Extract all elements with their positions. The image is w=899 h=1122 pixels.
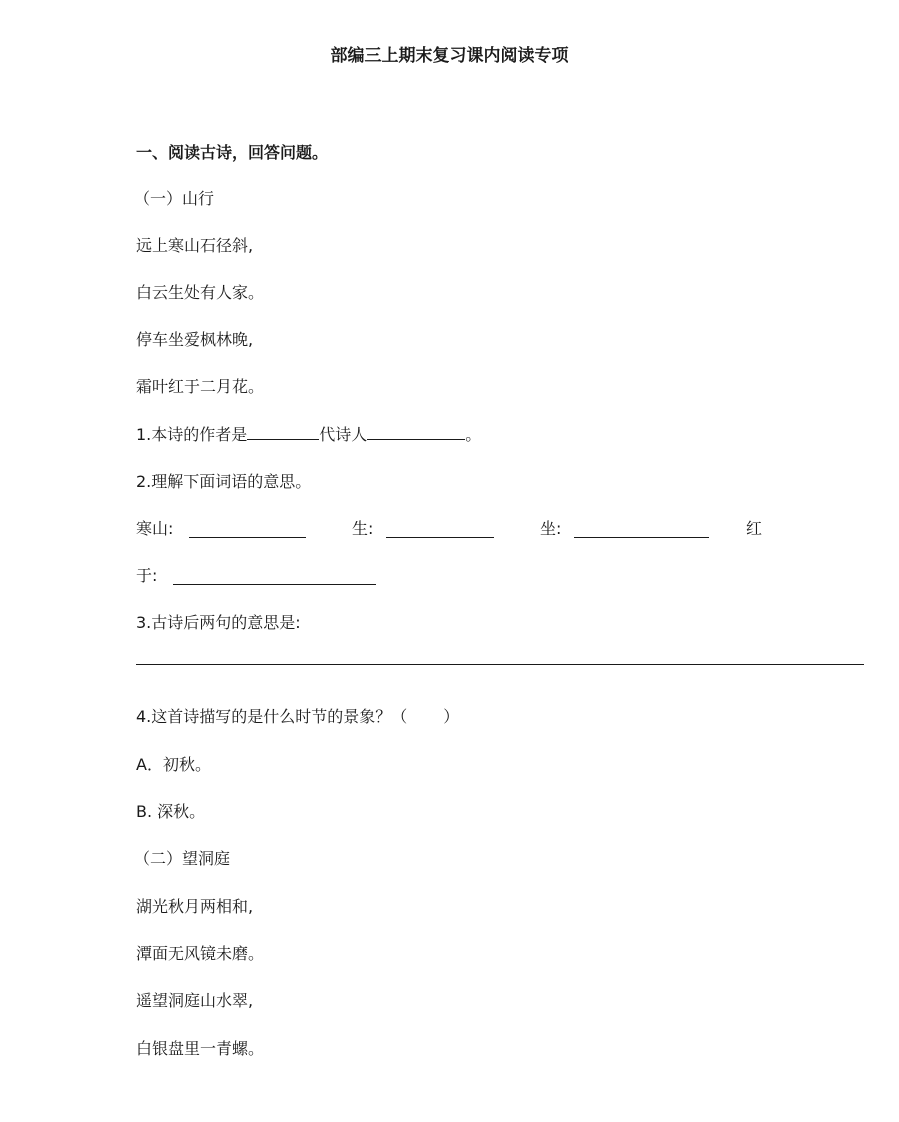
poem2-heading: （二）望洞庭 xyxy=(134,849,231,868)
answer-blank-zuo[interactable] xyxy=(574,521,709,538)
page-title: 部编三上期末复习课内阅读专项 xyxy=(330,46,569,66)
question-1-text-c: 。 xyxy=(465,425,482,444)
poem2-line-3: 遥望洞庭山水翠, xyxy=(136,991,254,1010)
poem1-line-2: 白云生处有人家。 xyxy=(136,283,265,302)
poem1-heading: （一）山行 xyxy=(134,189,215,208)
word-hong: 红 xyxy=(746,519,763,538)
word-hanshan: 寒山: xyxy=(136,519,174,538)
option-b: B. 深秋。 xyxy=(136,802,206,821)
answer-blank-hanshan[interactable] xyxy=(189,521,306,538)
poem1-line-3: 停车坐爱枫林晚, xyxy=(136,330,254,349)
poem2-line-2: 潭面无风镜未磨。 xyxy=(136,944,265,963)
question-4-text: 4.这首诗描写的是什么时节的景象？（ xyxy=(136,707,408,726)
poem1-line-1: 远上寒山石径斜, xyxy=(136,236,254,255)
question-4-close: ） xyxy=(443,707,460,726)
word-yu: 于: xyxy=(136,566,158,585)
answer-blank-dynasty[interactable] xyxy=(247,423,319,440)
question-1-text-b: 代诗人 xyxy=(319,425,368,444)
answer-blank-hongyu[interactable] xyxy=(173,568,376,585)
poem2-line-4: 白银盘里一青螺。 xyxy=(136,1039,265,1058)
question-1 xyxy=(136,423,481,447)
option-a: A．初秋。 xyxy=(136,755,211,774)
answer-blank-sheng[interactable] xyxy=(386,521,494,538)
question-3: 3.古诗后两句的意思是: xyxy=(136,613,301,632)
question-2: 2.理解下面词语的意思。 xyxy=(136,472,312,491)
question-4 xyxy=(136,705,459,729)
poem1-line-4: 霜叶红于二月花。 xyxy=(136,377,265,396)
answer-blank-poet[interactable] xyxy=(367,423,465,440)
question-1-text-a: 1.本诗的作者是 xyxy=(136,425,248,444)
word-zuo: 坐: xyxy=(540,519,562,538)
section-heading: 一、阅读古诗，回答问题。 xyxy=(136,143,329,162)
answer-line-q3[interactable] xyxy=(136,664,864,665)
poem2-line-1: 湖光秋月两相和, xyxy=(136,897,254,916)
word-sheng: 生: xyxy=(352,519,374,538)
